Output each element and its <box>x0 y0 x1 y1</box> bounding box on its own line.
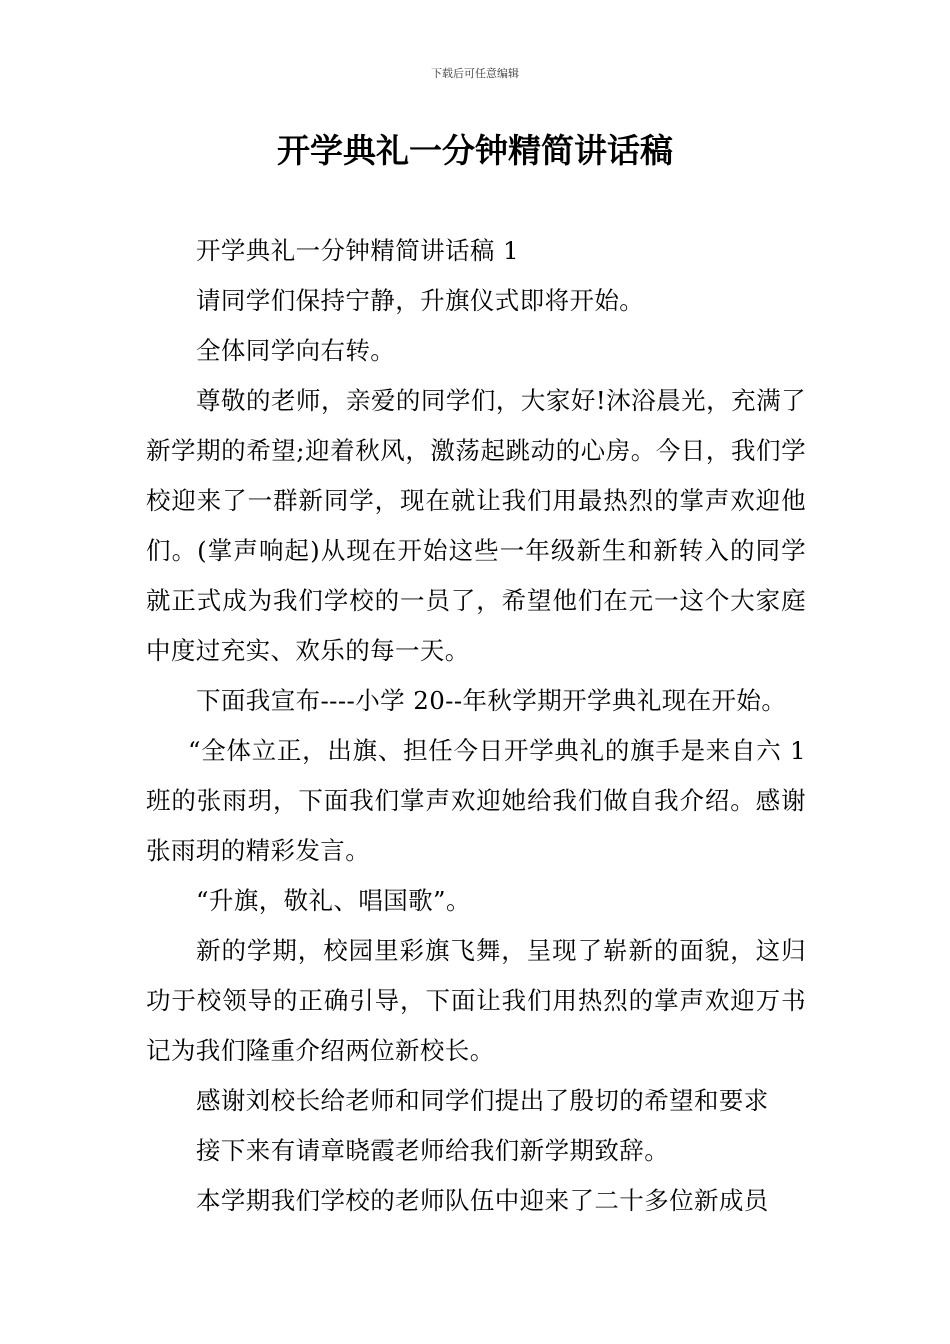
paragraph: 接下来有请章晓霞老师给我们新学期致辞。 <box>196 1136 670 1165</box>
header-note: 下载后可任意编辑 <box>431 67 519 80</box>
paragraph: 请同学们保持宁静，升旗仪式即将开始。 <box>196 286 645 315</box>
paragraph: 新的学期，校园里彩旗飞舞，呈现了崭新的面貌，这归功于校领导的正确引导，下面让我们用热烈的掌声欢迎万书记为我们隆重介绍两位新校长。 <box>146 936 806 1065</box>
paragraph: 全体同学向右转。 <box>196 336 396 365</box>
paragraph: “全体立正，出旗、担任今日开学典礼的旗手是来自六 1 班的张雨玥，下面我们掌声欢迎她给我们做自我介绍。感谢张雨玥的精彩发言。 <box>146 736 806 865</box>
paragraph: 开学典礼一分钟精简讲话稿 1 <box>196 236 519 265</box>
document-body <box>146 226 806 1226</box>
paragraph: 本学期我们学校的老师队伍中迎来了二十多位新成员 <box>196 1186 769 1215</box>
document-title: 开学典礼一分钟精简讲话稿 <box>277 131 673 170</box>
paragraph: 感谢刘校长给老师和同学们提出了殷切的希望和要求 <box>196 1086 769 1115</box>
paragraph: “升旗，敬礼、唱国歌”。 <box>196 886 471 915</box>
paragraph: 尊敬的老师，亲爱的同学们，大家好!沐浴晨光，充满了新学期的希望;迎着秋风，激荡起跳动的心房。今日，我们学校迎来了一群新同学，现在就让我们用最热烈的掌声欢迎他们。(掌声响起)从现在开始这些一年级新生和新转入的同学就正式成为我们学校的一员了，希望他们在元一这个大家庭中度过充实、欢乐的每一天。 <box>146 386 806 665</box>
paragraph: 下面我宣布----小学 20--年秋学期开学典礼现在开始。 <box>196 686 787 715</box>
